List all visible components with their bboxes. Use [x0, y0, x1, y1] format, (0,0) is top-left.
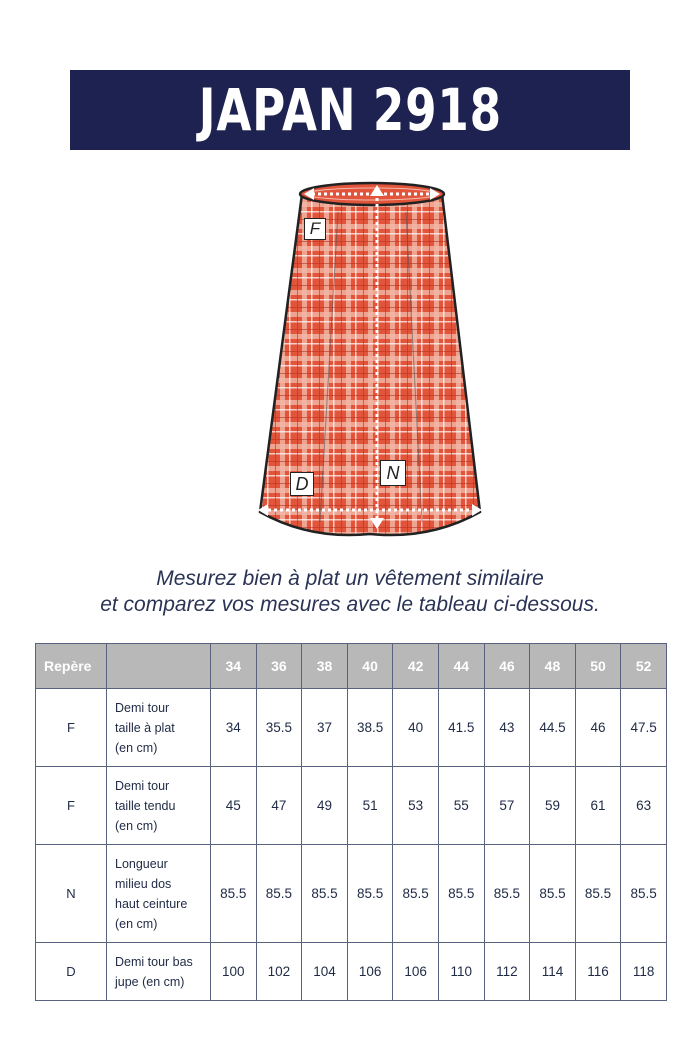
table-cell: 45	[211, 767, 257, 845]
desc-line: (en cm)	[115, 740, 158, 755]
table-cell: 35.5	[256, 689, 302, 767]
table-cell: 37	[302, 689, 348, 767]
table-cell: 38.5	[347, 689, 393, 767]
row-marker: F	[36, 689, 107, 767]
table-cell: 85.5	[621, 845, 667, 943]
marker-d-label	[290, 472, 314, 496]
table-cell: 85.5	[347, 845, 393, 943]
table-cell: 63	[621, 767, 667, 845]
desc-line: jupe (en cm)	[115, 974, 185, 989]
table-cell: 116	[575, 943, 621, 1001]
row-marker: N	[36, 845, 107, 943]
table-cell: 57	[484, 767, 530, 845]
header-size: 38	[302, 644, 348, 689]
header-size: 40	[347, 644, 393, 689]
table-cell: 55	[438, 767, 484, 845]
table-cell: 53	[393, 767, 439, 845]
table-cell: 100	[211, 943, 257, 1001]
row-marker: F	[36, 767, 107, 845]
skirt-illustration	[250, 172, 490, 547]
header-size: 42	[393, 644, 439, 689]
marker-d-text: D	[295, 474, 309, 494]
table-cell: 41.5	[438, 689, 484, 767]
header-description	[107, 644, 211, 689]
desc-line: (en cm)	[115, 818, 158, 833]
instructions-line-1: Mesurez bien à plat un vêtement similaire	[156, 567, 544, 590]
row-marker: D	[36, 943, 107, 1001]
measure-instructions	[0, 566, 700, 618]
row-description	[107, 689, 211, 767]
page-title: JAPAN 2918	[198, 76, 502, 144]
table-cell: 112	[484, 943, 530, 1001]
desc-line: Demi tour bas	[115, 954, 193, 969]
table-cell: 40	[393, 689, 439, 767]
table-cell: 59	[530, 767, 576, 845]
desc-line: (en cm)	[115, 916, 158, 931]
table-cell: 85.5	[302, 845, 348, 943]
row-description	[107, 845, 211, 943]
table-cell: 85.5	[575, 845, 621, 943]
size-table	[35, 643, 667, 1001]
table-cell: 110	[438, 943, 484, 1001]
table-cell: 85.5	[484, 845, 530, 943]
table-cell: 85.5	[530, 845, 576, 943]
desc-line: Longueur	[115, 856, 168, 871]
table-cell: 106	[347, 943, 393, 1001]
skirt-diagram	[250, 172, 490, 547]
desc-line: milieu dos	[115, 876, 172, 891]
header-size: 48	[530, 644, 576, 689]
table-row	[36, 943, 667, 1001]
row-description	[107, 767, 211, 845]
marker-n-label	[380, 460, 406, 486]
table-cell: 114	[530, 943, 576, 1001]
row-description	[107, 943, 211, 1001]
table-cell: 43	[484, 689, 530, 767]
header-size: 44	[438, 644, 484, 689]
table-cell: 104	[302, 943, 348, 1001]
table-cell: 102	[256, 943, 302, 1001]
table-row	[36, 689, 667, 767]
header-size: 36	[256, 644, 302, 689]
header-size: 52	[621, 644, 667, 689]
table-cell: 85.5	[256, 845, 302, 943]
table-cell: 44.5	[530, 689, 576, 767]
desc-line: taille à plat	[115, 720, 175, 735]
desc-line: Demi tour	[115, 700, 170, 715]
header-repere: Repère	[36, 644, 107, 689]
table-cell: 47	[256, 767, 302, 845]
table-cell: 85.5	[211, 845, 257, 943]
table-cell: 46	[575, 689, 621, 767]
desc-line: taille tendu	[115, 798, 176, 813]
table-row	[36, 845, 667, 943]
marker-f-text: F	[309, 219, 321, 238]
table-cell: 49	[302, 767, 348, 845]
table-row	[36, 767, 667, 845]
desc-line: Demi tour	[115, 778, 170, 793]
marker-f-label	[304, 218, 326, 240]
header-size: 46	[484, 644, 530, 689]
table-cell: 47.5	[621, 689, 667, 767]
table-cell: 85.5	[438, 845, 484, 943]
marker-n-text: N	[386, 463, 400, 483]
header-size: 50	[575, 644, 621, 689]
table-cell: 51	[347, 767, 393, 845]
title-banner	[70, 70, 630, 150]
desc-line: haut ceinture	[115, 896, 188, 911]
table-cell: 118	[621, 943, 667, 1001]
table-cell: 34	[211, 689, 257, 767]
table-cell: 85.5	[393, 845, 439, 943]
header-size: 34	[211, 644, 257, 689]
instructions-line-2: et comparez vos mesures avec le tableau ci-dessous.	[100, 593, 600, 616]
table-cell: 106	[393, 943, 439, 1001]
table-cell: 61	[575, 767, 621, 845]
size-header-row	[36, 644, 667, 689]
